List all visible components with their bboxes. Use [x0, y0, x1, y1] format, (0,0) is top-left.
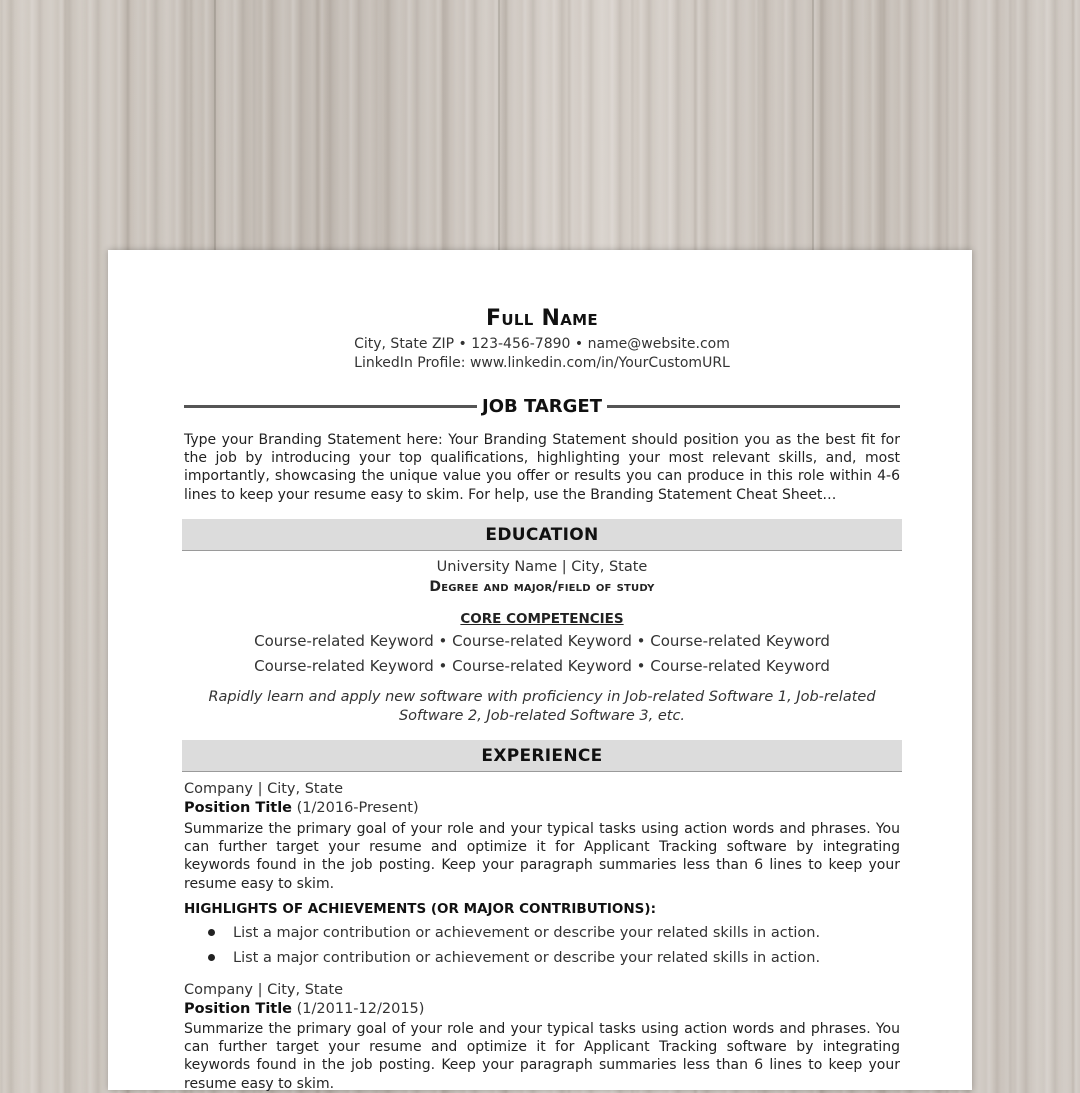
degree-line: Degree and major/field of study: [429, 579, 655, 595]
keywords-row: Course-related Keyword • Course-related Keyword • Course-related Keyword: [254, 632, 830, 650]
position-line: [184, 800, 900, 816]
highlights-heading: HIGHLIGHTS OF ACHIEVEMENTS (OR MAJOR CONTRIBUTIONS):: [184, 901, 656, 917]
software-note: Rapidly learn and apply new software with proficiency in Job-related Software 1, Job-related Software 2, Job-related Software 3, etc.: [208, 689, 876, 724]
list-item: [208, 925, 898, 941]
position-dates: (1/2016-Present): [292, 800, 419, 816]
core-competencies-heading: CORE COMPETENCIES: [460, 611, 624, 627]
bullet-icon: [208, 929, 215, 936]
resume-page: [108, 250, 972, 1090]
job-target-heading: [184, 393, 900, 419]
education-heading: EDUCATION: [182, 519, 902, 551]
bullet-text: List a major contribution or achievement or describe your related skills in action.: [233, 925, 821, 941]
bullet-icon: [208, 954, 215, 961]
rule-right: [607, 405, 900, 408]
bullet-text: List a major contribution or achievement or describe your related skills in action.: [233, 950, 821, 966]
job-summary: Summarize the primary goal of your role and your typical tasks using action words and phrases. You can further target your resume and optimize it for Applicant Tracking software by integrating keywords found in the job posting. Keep your paragraph summaries less than 6 lines to keep your resume easy to skim.: [184, 821, 900, 892]
company-line: Company | City, State: [184, 781, 344, 797]
job-target-label: JOB TARGET: [482, 395, 603, 417]
full-name: Full Name: [486, 306, 598, 331]
university-line: University Name | City, State: [436, 559, 648, 575]
position-line: [184, 1001, 900, 1017]
list-item: [208, 950, 898, 966]
branding-statement: Type your Branding Statement here: Your Branding Statement should position you as the best fit for the job by introducing your top qualifications, highlighting your most relevant skills, and, most importantly, showcasing the unique value you offer or results you can produce in this role within 4-6 lines to keep your resume easy to skim. For help, use the Branding Statement Cheat Sheet…: [184, 432, 900, 503]
contact-line: City, State ZIP • 123-456-7890 • name@website.com: [354, 336, 730, 352]
rule-left: [184, 405, 477, 408]
experience-heading: EXPERIENCE: [182, 740, 902, 772]
job-summary: Summarize the primary goal of your role and your typical tasks using action words and phrases. You can further target your resume and optimize it for Applicant Tracking software by integrating keywords found in the job posting. Keep your paragraph summaries less than 6 lines to keep your resume easy to skim.: [184, 1021, 900, 1092]
position-title: Position Title: [184, 800, 293, 816]
position-title: Position Title: [184, 1001, 293, 1017]
company-line: Company | City, State: [184, 982, 344, 998]
position-dates: (1/2011-12/2015): [292, 1001, 425, 1017]
keywords-row: Course-related Keyword • Course-related Keyword • Course-related Keyword: [254, 657, 830, 675]
linkedin-line: LinkedIn Profile: www.linkedin.com/in/YourCustomURL: [354, 355, 730, 371]
